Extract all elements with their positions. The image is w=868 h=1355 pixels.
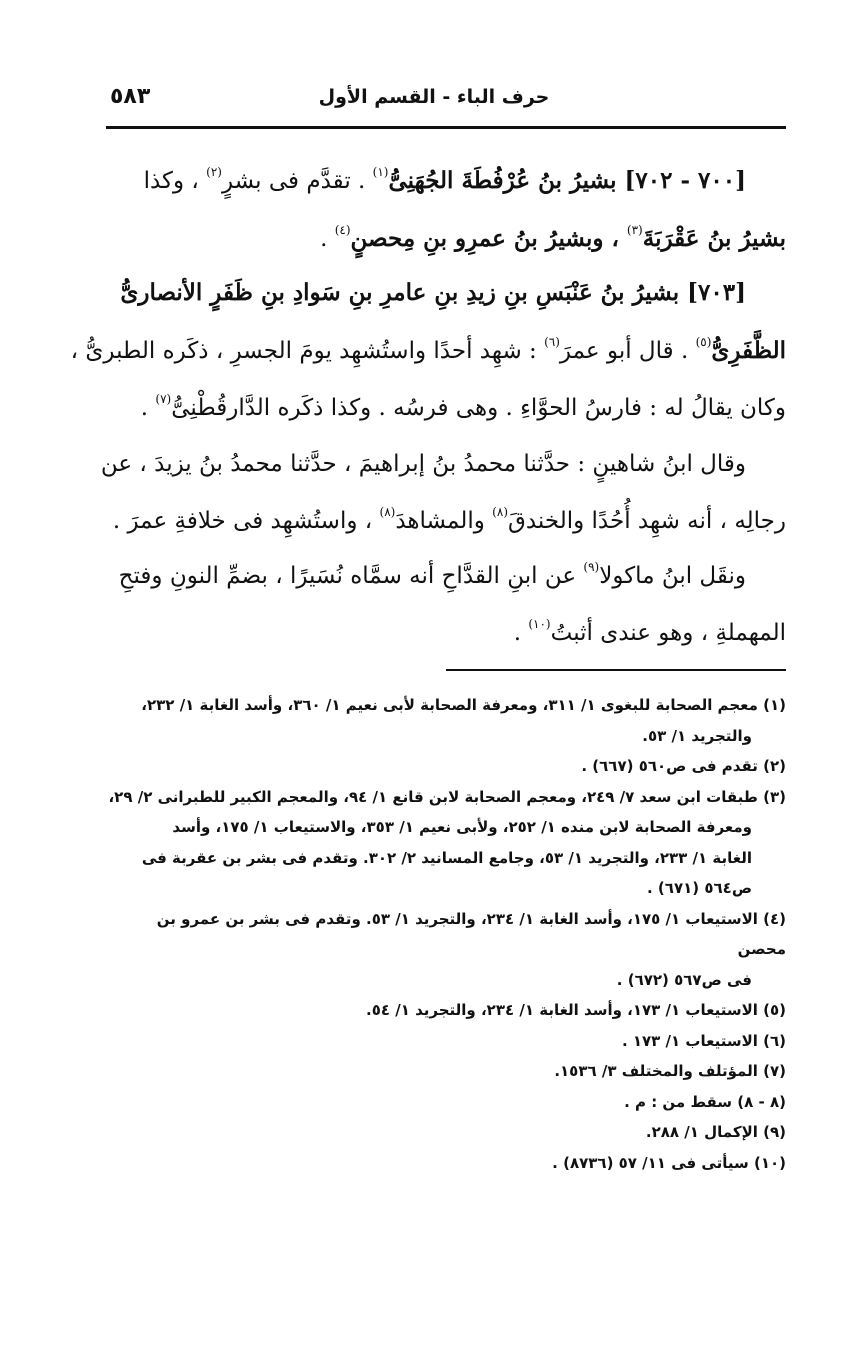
footnote-ref: (٧) [155,392,172,406]
page-number: ٥٨٣ [110,84,151,109]
footnote-number: (٩) [763,1123,786,1141]
paragraph-ibn-makula [108,548,786,662]
entry-text: ونقَل ابنُ ماكولا [599,563,746,589]
header-rule [106,126,786,129]
footnote-7 [106,1056,786,1087]
entry-text: . تقدَّم فى بشرٍ [221,168,373,194]
entry-line [108,264,786,322]
footnote-4 [106,904,786,996]
entry-700-702 [108,152,786,268]
entry-text: وكان يقالُ له : فارسُ الحوَّاءِ . وهى فرسُه . وكذا ذكَره الدَّارقُطْنِىُّ [171,395,786,421]
entry-text: . [320,226,335,252]
footnote-ref: (١) [372,165,389,179]
footnote-continuation: الغابة ١/ ٢٣٣، والتجريد ١/ ٥٣، وجامع المسانيد ٢/ ٣٠٢. وتقدم فى بشر بن عقربة فى [141,848,752,867]
footnote-text: تقدم فى ص٥٦٠ (٦٦٧) . [581,757,758,775]
footnote-text: الإكمال ١/ ٢٨٨. [645,1123,758,1141]
footnote-text: طبقات ابن سعد ٧/ ٢٤٩، ومعجم الصحابة لابن قانع ١/ ٩٤، والمعجم الكبير للطبرانى ٢/ ٢٩، [108,787,758,806]
entry-line [108,605,786,662]
paragraph-ibn-shahin [100,436,786,550]
footnote-ref: (٩) [583,560,600,574]
entry-line [108,210,786,268]
footnote-6 [106,1026,786,1057]
entry-text: بشيرُ بنُ عَقْرَبَةَ [642,225,786,252]
footnote-3 [106,782,786,904]
footnote-number: (٨ - ٨) [737,1092,786,1111]
entry-text: المهملةِ ، وهو عندى أثبتُ [550,620,786,646]
footnote-ref: (١٠) [528,617,551,631]
entry-line [108,493,786,550]
footnote-continuation: ص٥٦٤ (٦٧١) . [647,879,752,897]
footnote-text: الاستيعاب ١/ ١٧٥، وأسد الغابة ١/ ٢٣٤، والتجريد ١/ ٥٣. وتقدم فى بشر بن عمرو بن محصن [156,909,786,958]
entry-line [70,322,786,380]
entry-heading: [٧٠٣] بشيرُ بنُ عَنْبَسِ بنِ زيدِ بنِ عامرِ بنِ سَوادِ بنِ ظَفَرٍ الأنصارىُّ [120,279,746,306]
footnote-text: سيأتى فى ١١/ ٥٧ (٨٧٣٦) . [552,1153,749,1172]
entry-heading: [٧٠٠ - ٧٠٢] بشيرُ بنُ عُرْفُطَةَ الجُهَنِىُّ [388,167,746,194]
entry-text: ، واستُشهِد فى خلافةِ عمرَ . [112,508,380,534]
footnote-number: (٦) [763,1031,786,1050]
entry-text: . قال أبو عمرَ [559,338,696,364]
footnote-number: (٣) [763,787,786,806]
footnote-8 [106,1087,786,1118]
entry-line [108,380,786,437]
footnote-rule [446,669,786,671]
footnote-number: (١٠) [753,1153,786,1172]
footnote-text: المؤتلف والمختلف ٣/ ١٥٣٦. [554,1062,758,1080]
footnote-text: معجم الصحابة للبغوى ١/ ٣١١، ومعرفة الصحابة لأبى نعيم ١/ ٣٦٠، وأسد الغابة ١/ ٢٣٢، [141,696,758,714]
footnote-1 [106,690,786,751]
entry-text: . [140,395,156,421]
footnote-number: (٥) [763,1001,786,1019]
entry-text: عن ابنِ القدَّاحِ أنه سمَّاه نُسَيرًا ، بضمِّ النونِ وفتحِ [118,563,584,589]
entry-line [100,436,786,493]
footnote-number: (٧) [763,1062,786,1080]
footnote-text: سقط من : م . [624,1092,733,1111]
footnote-continuation: فى ص٥٦٧ (٦٧٢) . [616,970,752,989]
footnote-2 [106,751,786,782]
entry-text: ، وكذا [143,168,207,194]
footnote-ref: (٣) [626,223,643,237]
footnote-ref: (٢) [206,165,222,179]
footnotes [106,690,786,1178]
entry-text: . [513,620,529,646]
footnote-ref: (٤) [334,223,351,237]
entry-text: رجالِه ، أنه شهِد أُحُدًا والخندقَ [508,508,786,534]
running-header-title: حرف الباء - القسم الأول [318,86,550,108]
entry-text: ، وبشيرُ بنُ عمرِو بنِ مِحصنٍ [350,225,627,252]
footnote-ref: (٨) [379,505,396,519]
footnote-text: الاستيعاب ١/ ١٧٣، وأسد الغابة ١/ ٢٣٤، والتجريد ١/ ٥٤. [365,1001,758,1019]
footnote-number: (١) [763,696,786,714]
entry-703 [70,264,786,437]
entry-text: الظَّفَرِىُّ [711,337,786,364]
footnote-number: (٤) [763,909,786,928]
entry-text: : شهِد أحدًا واستُشهِد يومَ الجسرِ ، ذكَره الطبرىُّ ، [70,338,545,364]
footnote-continuation: ومعرفة الصحابة لابن منده ١/ ٢٥٢، ولأبى نعيم ١/ ٣٥٣، والاستيعاب ١/ ١٧٥، وأسد [172,818,752,836]
footnote-text: الاستيعاب ١/ ١٧٣ . [621,1031,758,1050]
footnote-continuation: والتجريد ١/ ٥٣. [642,726,752,745]
entry-line [108,152,786,210]
footnote-9 [106,1117,786,1148]
entry-text: والمشاهدَ [395,508,493,534]
entry-line [108,548,786,605]
entry-text: وقال ابنُ شاهينٍ : حدَّثنا محمدُ بنُ إبراهيمَ ، حدَّثنا محمدُ بنُ يزيدَ ، عن [100,451,746,477]
footnote-ref: (٨) [492,505,508,519]
footnote-ref: (٦) [544,335,560,349]
footnote-ref: (٥) [695,335,712,349]
footnote-number: (٢) [763,757,786,775]
footnote-5 [106,995,786,1026]
footnote-10 [106,1148,786,1179]
